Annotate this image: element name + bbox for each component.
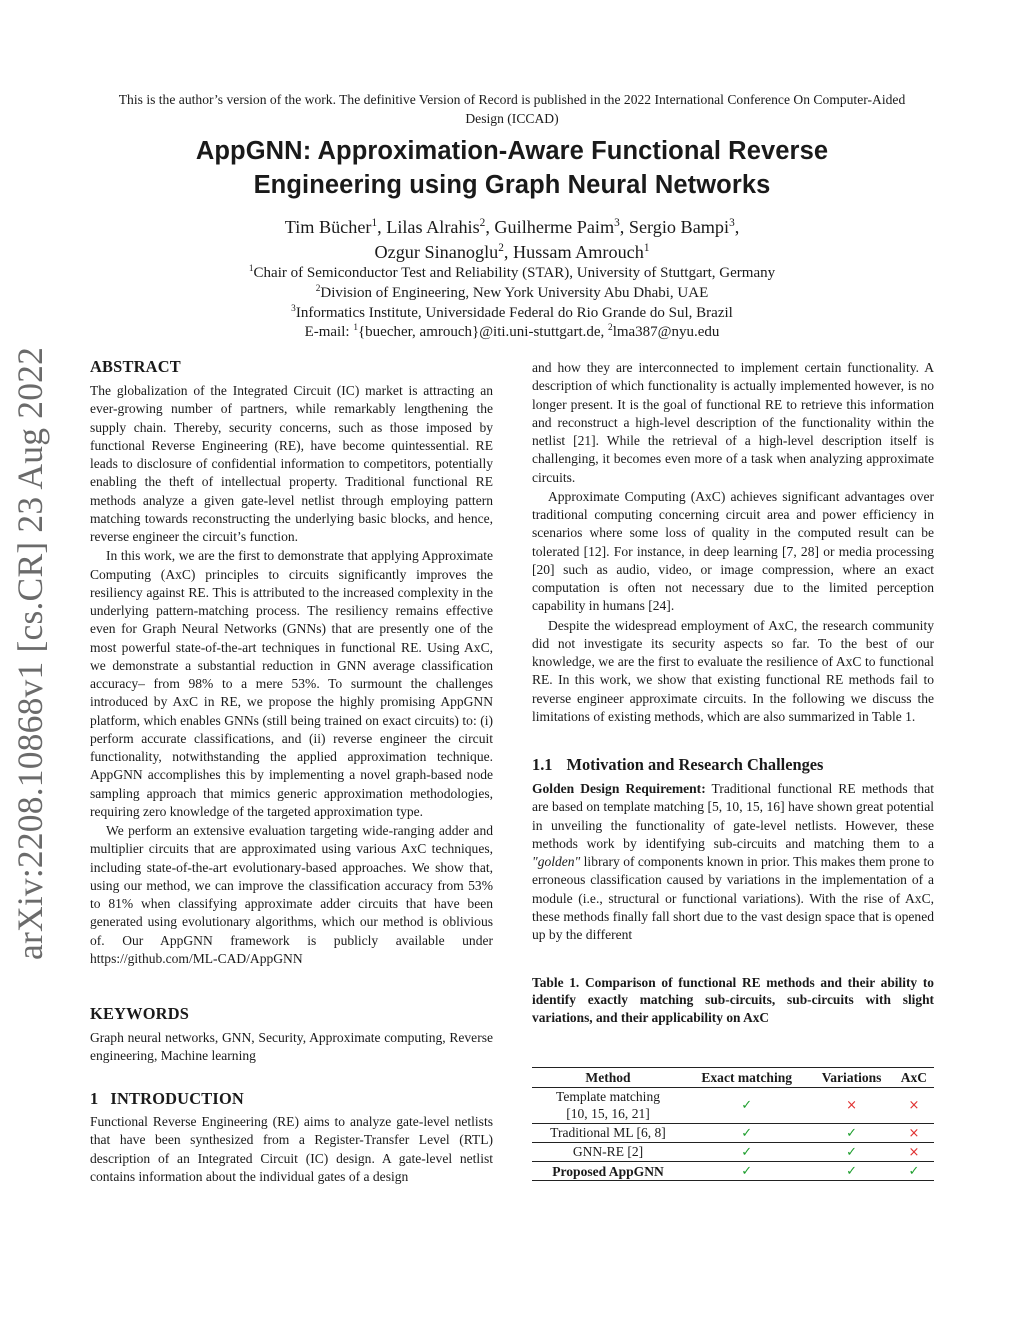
author-affiliation-mark: 1 — [643, 241, 650, 254]
section-title: INTRODUCTION — [110, 1089, 244, 1108]
intro-paragraph-continued: and how they are interconnected to implement certain functionality. A description of which functionality is actually implemented however, is no longer present. It is the goal of functional RE to retrieve this information and reconstruct a high-level description of the functionality within the netlist [21]. While the retrieval of a high-level description itself is challenging, it becomes even more of a task when analyzing approximate circuits. — [532, 360, 934, 485]
method-cell — [532, 1088, 684, 1123]
abstract-paragraph: In this work, we are the first to demonstrate that applying Approximate Computing (AxC) principles to circuits significantly improves the resiliency against RE. This is attributed to the increased complexity in the underlying pattern-matching process. The resiliency remains effective even for Graph Neural Networks (GNNs) that are presently one of the most powerful state-of-the-art techniques in functional RE. Using AxC, we demonstrate a substantial reduction in GNN average classification accuracy– from 98% to a mere 53%. To surmount the challenges introduced by AxC in RE, we propose the highly promising AppGNN platform, which enables GNNs (still being trained on exact circuits) to: (i) perform accurate classifications, and (ii) reverse engineer the circuit functionality, notwithstanding the applied approximation technique. AppGNN accomplishes this by implementing a novel graph-based node sampling approach that mimics generic approximation methodologies, requiring zero knowledge of the targeted approximation type. — [90, 548, 493, 819]
author-affiliation-mark: 2 — [479, 216, 486, 229]
intro-body-left — [90, 1113, 493, 1186]
author-line-2: Ozgur Sinanoglu$^2$, Hussam Amrouch$^1$ — [374, 241, 650, 262]
email-prefix: E-mail: — [304, 324, 354, 341]
author-affiliation-mark: 2 — [498, 241, 504, 254]
title-line-1: AppGNN: Approximation-Aware Functional Reverse — [195, 137, 829, 165]
axc-cell — [894, 1142, 934, 1161]
variations-cell — [809, 1123, 893, 1142]
affiliation-text: Chair of Semiconductor Test and Reliability (STAR), University of Stuttgart, Germany — [253, 265, 776, 281]
affiliation-mark: 2 — [315, 283, 321, 294]
keywords-paragraph: Graph neural networks, GNN, Security, Approximate computing, Reverse engineering, Machine learning — [90, 1030, 493, 1064]
exact-cell — [684, 1142, 809, 1161]
subsection-heading — [532, 755, 823, 775]
author-affiliation-mark: 3 — [729, 216, 735, 229]
keywords-text — [90, 1029, 493, 1066]
cross-icon: × — [846, 1098, 858, 1114]
email-line — [110, 323, 914, 343]
abstract-paragraph: We perform an extensive evaluation targeting wide-ranging adder and multiplier circuits that are approximated using various AxC techniques, including state-of-the-art evolutionary-based approaches. We show that, using our method, we can improve the classification accuracy from 53% to 81% when classifying approximate adder circuits that have been generated using evolutionary algorithms, which our method is oblivious of. Our AppGNN framework is publicly available under https://github.com/ML-CAD/AppGNN — [90, 823, 493, 966]
cross-icon: × — [908, 1144, 920, 1160]
affiliation-list — [110, 264, 914, 343]
motivation-text: Traditional functional RE methods that are based on template matching [5, 10, 15, 16] have shown great potential in unveiling the functionality of gate-level netlists. However, these methods work by identifying sub-circuits and matching them to a — [532, 781, 934, 851]
affiliation-mark: 3 — [291, 303, 296, 314]
motivation-paragraph — [532, 780, 934, 944]
author-name: Ozgur Sinanoglu — [374, 242, 499, 262]
subsection-number: 1.1 — [532, 755, 553, 774]
method-line: Template matching — [555, 1089, 660, 1105]
affiliation-mark: 1 — [248, 264, 254, 274]
cross-icon: × — [908, 1125, 920, 1141]
exact-cell — [684, 1123, 809, 1142]
email-mark: 1 — [353, 323, 358, 334]
motivation-body — [532, 780, 934, 944]
author-affiliation-mark: 3 — [614, 216, 620, 229]
affiliation — [110, 304, 914, 324]
variations-cell — [809, 1088, 893, 1123]
method-line: [10, 15, 16, 21] — [566, 1106, 650, 1122]
exact-cell — [684, 1088, 809, 1123]
table-row — [532, 1123, 934, 1142]
title-line-2: Engineering using Graph Neural Networks — [253, 171, 771, 199]
column-header: Method — [532, 1068, 684, 1088]
author-name: Guilherme Paim — [494, 217, 615, 237]
intro-heading — [90, 1089, 244, 1109]
abstract-heading: ABSTRACT — [90, 357, 181, 376]
method-cell: Proposed AppGNN — [532, 1162, 684, 1181]
abstract-paragraph: The globalization of the Integrated Circuit (IC) market is attracting an ever-growing number of partners, while remarkably lengthening the supply chain. Thereby, security concerns, such as those imposed by functional Reverse Engineering (RE), have become quintessential. RE leads to disclosure of confidential information to competitors, potentially enabling the theft of intellectual property. Traditional functional RE methods analyze a given gate-level netlist through employing pattern matching towards reconstructing the underlying basic blocks, and hence, reverse engineer the circuit’s function. — [90, 383, 493, 544]
method-cell: Traditional ML [6, 8] — [532, 1123, 684, 1142]
email-address: lma387@nyu.edu — [612, 324, 720, 341]
exact-cell — [684, 1162, 809, 1181]
check-icon: ✓ — [908, 1164, 920, 1180]
affiliation — [110, 264, 914, 284]
affiliation-text: Informatics Institute, Universidade Federal do Rio Grande do Sul, Brazil — [295, 304, 733, 321]
affiliation — [110, 284, 914, 304]
author-list — [110, 215, 914, 265]
author-name: Tim Bücher — [284, 217, 372, 237]
table-caption: Table 1. Comparison of functional RE methods and their ability to identify exactly matching sub-circuits, sub-circuits with slight variations, and their applicability on AxC — [532, 975, 934, 1025]
email-address: {buecher, amrouch}@iti.uni-stuttgart.de, — [357, 324, 609, 341]
author-name: Hussam Amrouch — [513, 242, 644, 262]
axc-cell — [894, 1162, 934, 1181]
check-icon: ✓ — [741, 1098, 753, 1114]
golden-term: "golden" — [532, 854, 581, 869]
paper-title — [110, 134, 914, 202]
intro-body-right — [532, 359, 934, 726]
variations-cell — [809, 1142, 893, 1161]
publication-notice: This is the author’s version of the work. The definitive Version of Record is published in the 2022 International Conference On Computer-Aided Design (ICCAD) — [118, 92, 906, 126]
intro-paragraph: Approximate Computing (AxC) achieves significant advantages over traditional computing concerning circuit area and power efficiency in scenarios where some loss of quality in the computed result can be tolerated [12]. For instance, in deep learning [7, 28] or media processing [20] such as audio, video, or image compression, where an exact computation is often not necessary due to the limited perception capability in humans [24]. — [532, 488, 934, 614]
column-header: AxC — [894, 1068, 934, 1088]
email-mark: 2 — [608, 323, 613, 334]
axc-cell — [894, 1088, 934, 1123]
check-icon: ✓ — [846, 1164, 858, 1180]
check-icon: ✓ — [741, 1164, 753, 1180]
check-icon: ✓ — [846, 1144, 858, 1160]
method-cell: GNN-RE [2] — [532, 1142, 684, 1161]
check-icon: ✓ — [741, 1144, 753, 1160]
variations-cell — [809, 1162, 893, 1181]
table-row — [532, 1088, 934, 1123]
table-row — [532, 1162, 934, 1181]
author-name: Lilas Alrahis — [386, 217, 480, 237]
column-header: Exact matching — [684, 1068, 809, 1088]
table-row — [532, 1142, 934, 1161]
author-affiliation-mark: 1 — [371, 216, 378, 229]
author-line-1: Tim Bücher$^1$, Lilas Alrahis$^2$, Guilherme Paim$^3$, Sergio Bampi$^3$, — [284, 216, 740, 237]
check-icon: ✓ — [741, 1125, 753, 1141]
comparison-table — [532, 1067, 934, 1181]
cross-icon: × — [908, 1098, 920, 1114]
check-icon: ✓ — [846, 1125, 858, 1141]
intro-paragraph: Despite the widespread employment of AxC, the research community did not investigate its security aspects so far. To the best of our knowledge, we are the first to evaluate the resilience of AxC to functional RE. In this work, we show that existing functional RE methods fail to reverse engineer approximate circuits. In the following we discuss the limitations of existing methods, which are also summarized in Table 1. — [532, 617, 934, 724]
author-name: Sergio Bampi — [628, 217, 730, 237]
keywords-heading: KEYWORDS — [90, 1004, 190, 1023]
motivation-text: library of components known in prior. This makes them prone to erroneous classification caused by variations in the implementation of a module (i.e., structural or functional variations). With the rise of AxC, these methods finally fall short due to the vast design space that is opened up by the different — [532, 854, 934, 942]
column-header: Variations — [809, 1068, 893, 1088]
intro-paragraph: Functional Reverse Engineering (RE) aims to analyze gate-level netlists that have been synthesized from a Register-Transfer Level (RTL) description of an Integrated Circuit (IC) design. A gate-level netlist contains information about the individual gates of a design — [90, 1114, 493, 1184]
subsection-title: Motivation and Research Challenges — [566, 755, 824, 774]
table-header-row — [532, 1068, 934, 1088]
arxiv-stamp: arXiv:2208.10868v1 [cs.CR] 23 Aug 2022 — [10, 346, 50, 960]
abstract-body — [90, 382, 493, 968]
runin-heading: Golden Design Requirement: — [532, 781, 706, 796]
section-number: 1 — [90, 1089, 99, 1108]
axc-cell — [894, 1123, 934, 1142]
affiliation-text: Division of Engineering, New York University Abu Dhabi, UAE — [320, 284, 709, 301]
